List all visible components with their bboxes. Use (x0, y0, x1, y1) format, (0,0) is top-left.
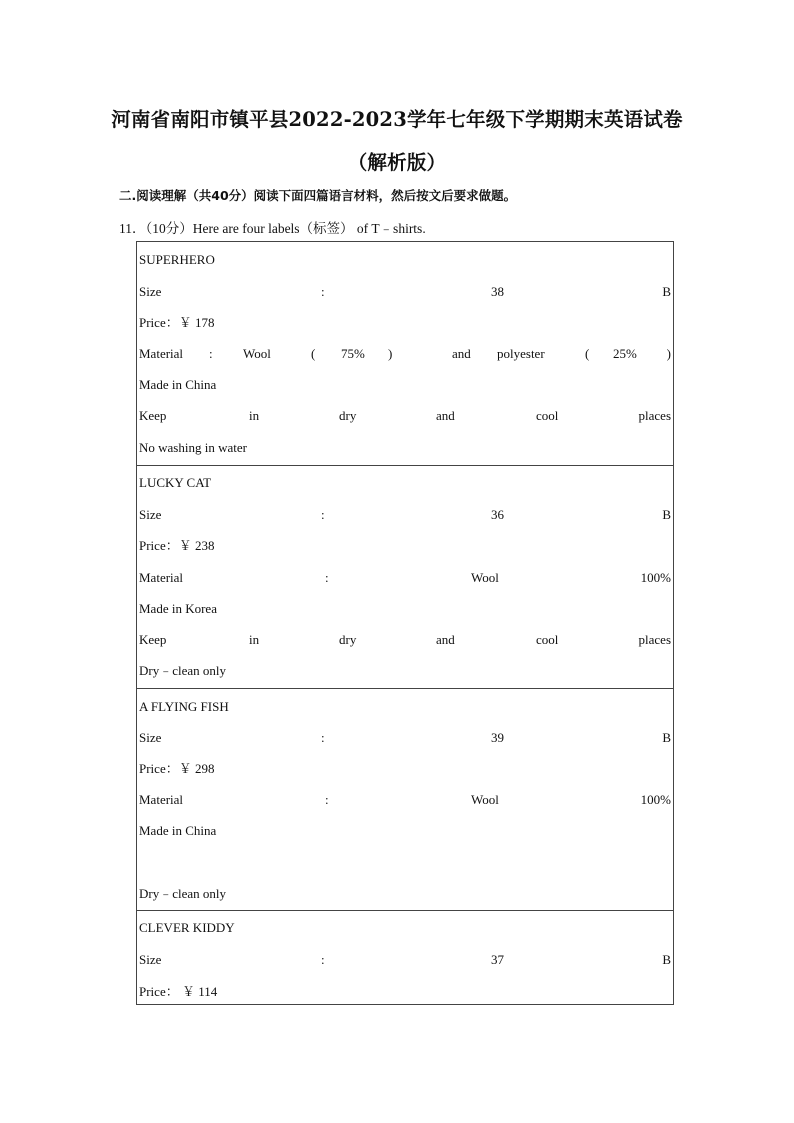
size-value: 36 (491, 507, 504, 522)
size-letter: B (662, 730, 671, 745)
price: Price：￥ 298 (139, 761, 215, 776)
size-letter: B (662, 952, 671, 967)
size-letter: B (662, 284, 671, 299)
label-a-flying-fish (137, 688, 673, 910)
material-part: 75% (341, 346, 365, 361)
label-lucky-cat (137, 465, 673, 688)
label-name: LUCKY CAT (139, 475, 212, 490)
size-value: 38 (491, 284, 504, 299)
question-stem: 11．（10分）Here are four labels（标签） of T﹣shirts. (119, 221, 426, 236)
keep-word: Keep (139, 408, 167, 423)
material-part: Wool (243, 346, 271, 361)
size-colon: : (321, 507, 325, 522)
material-colon: : (325, 570, 329, 585)
material-word: Material (139, 570, 184, 585)
care-instruction: Dry﹣clean only (139, 663, 227, 678)
keep-word: dry (339, 408, 357, 423)
size-word: Size (139, 730, 162, 745)
material-colon: : (209, 346, 213, 361)
material-part: ( (311, 346, 316, 361)
keep-word: dry (339, 632, 357, 647)
size-colon: : (321, 730, 325, 745)
material-part: ) (388, 346, 393, 361)
label-name: CLEVER KIDDY (139, 920, 235, 935)
labels-table (136, 241, 674, 1005)
care-instruction: Dry﹣clean only (139, 886, 227, 901)
made-in: Made in Korea (139, 601, 217, 616)
keep-word: cool (536, 632, 559, 647)
material-part: ( (585, 346, 590, 361)
size-colon: : (321, 952, 325, 967)
material-part: 25% (613, 346, 637, 361)
exam-subtitle: （解析版） (347, 151, 447, 174)
size-word: Size (139, 952, 162, 967)
keep-word: Keep (139, 632, 167, 647)
keep-word: places (638, 632, 671, 647)
keep-word: in (249, 632, 260, 647)
size-letter: B (662, 507, 671, 522)
size-colon: : (321, 284, 325, 299)
label-clever-kiddy (137, 910, 673, 1004)
size-word: Size (139, 507, 162, 522)
material-part: ) (666, 346, 671, 361)
made-in: Made in China (139, 377, 217, 392)
size-word: Size (139, 284, 162, 299)
material-part: and (452, 346, 471, 361)
material-value: Wool (471, 570, 499, 585)
keep-word: and (436, 632, 455, 647)
section-heading: 二.阅读理解（共40分）阅读下面四篇语言材料，然后按文后要求做题。 (119, 188, 517, 203)
material-word: Material (139, 346, 184, 361)
keep-word: and (436, 408, 455, 423)
material-value: Wool (471, 792, 499, 807)
size-value: 39 (491, 730, 504, 745)
material-part: polyester (497, 346, 545, 361)
keep-word: places (638, 408, 671, 423)
label-name: A FLYING FISH (139, 699, 229, 714)
price: Price： ￥ 114 (139, 984, 218, 999)
label-superhero (137, 242, 673, 465)
price: Price：￥ 238 (139, 538, 215, 553)
size-value: 37 (491, 952, 504, 967)
keep-word: in (249, 408, 260, 423)
made-in: Made in China (139, 823, 217, 838)
material-percent: 100% (640, 570, 671, 585)
price: Price：￥ 178 (139, 315, 215, 330)
material-colon: : (325, 792, 329, 807)
label-name: SUPERHERO (139, 252, 215, 267)
exam-title: 河南省南阳市镇平县2022-2023学年七年级下学期期末英语试卷 (111, 108, 683, 131)
material-percent: 100% (640, 792, 671, 807)
care-instruction: No washing in water (139, 440, 247, 455)
material-word: Material (139, 792, 184, 807)
keep-word: cool (536, 408, 559, 423)
